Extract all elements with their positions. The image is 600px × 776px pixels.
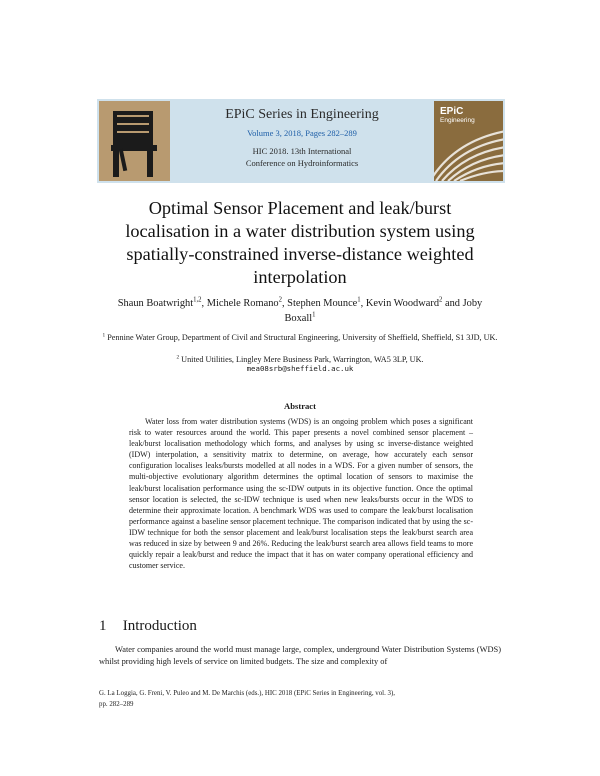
- affiliation-text: Pennine Water Group, Department of Civil and Structural Engineering, University of Sheffield, Sheffield, S1 3JD, UK.: [107, 333, 498, 342]
- abstract-text: Water loss from water distribution systems (WDS) is an ongoing problem which poses a significant risk to water resources around the world. This paper presents a novel combined sensor placement – leak/burst localisation methodology which forms, and analyses by using sc inverse-distance weighted (IDW) interpolation, a sensitivity matrix to determine, on average, how accurately each sensor configuration localises leaks/bursts modelled at all nodes in a WDS. For a given number of sensors, the multi-objective evolutionary algorithm determines the optimal location of sensors to maximise the leak/burst localisation performance using the sc-IDW outputs in its objective function. Once the optimal sensor location is selected, the sc-IDW technique is used when new leaks/bursts occur in the WDS to determine their approximate location. A benchmark WDS was used to compare the leak/burst localisation performance against a baseline sensor placement technique. The comparison indicated that by using the sc-IDW technique for both the sensor placement and leak/burst localisation steps the leak/burst search area was reduced in size by between 9 and 26%. Reducing the leak/burst search area allows field teams to more quickly repair a leak/burst and reduce the impact that it has on water company operational efficiency and customer service.: [129, 417, 473, 571]
- author-affiliation-mark: 1,2: [193, 296, 202, 304]
- author-affiliation-mark: 1: [312, 311, 316, 319]
- author-name: Joby Boxall: [284, 298, 483, 324]
- epic-cover-label: [440, 107, 475, 124]
- affiliation-mark: 2: [176, 354, 180, 361]
- paper-title: [80, 197, 520, 289]
- epic-cover-subtitle: Engineering: [440, 116, 475, 124]
- conference-name: [172, 145, 432, 169]
- affiliation-mark: 1: [102, 332, 106, 339]
- author-name: Michele Romano: [206, 298, 279, 309]
- citation-line-1: G. La Loggia, G. Freni, V. Puleo and M. De Marchis (eds.), HIC 2018 (EPiC Series in Engineering, vol. 3),: [99, 690, 395, 697]
- section-number: 1: [99, 618, 107, 634]
- author-affiliation-mark: 2: [278, 296, 282, 304]
- author-name: Kevin Woodward: [365, 298, 440, 309]
- author-affiliation-mark: 2: [439, 296, 443, 304]
- section-title: Introduction: [122, 618, 197, 634]
- citation-footer: [99, 688, 519, 710]
- easychair-chair-logo-icon: [99, 101, 170, 181]
- section-heading: [99, 618, 197, 635]
- author-name: Stephen Mounce: [287, 298, 358, 309]
- paper-title-line: interpolation: [253, 267, 347, 287]
- affiliation-text: United Utilities, Lingley Mere Business Park, Warrington, WA5 3LP, UK.: [181, 355, 424, 364]
- author-affiliation-mark: 1: [357, 296, 361, 304]
- epic-engineering-cover-icon: [434, 101, 503, 181]
- contact-email[interactable]: mea08srb@sheffield.ac.uk: [246, 364, 354, 373]
- paper-title-line: spatially-constrained inverse-distance weighted: [126, 244, 474, 264]
- volume-pages-link[interactable]: Volume 3, 2018, Pages 282–289: [247, 128, 357, 138]
- series-title: EPiC Series in Engineering: [225, 107, 379, 122]
- conference-line-2: Conference on Hydroinformatics: [245, 158, 359, 168]
- author-name: Shaun Boatwright: [117, 298, 194, 309]
- epic-cover-title: EPiC: [440, 106, 464, 117]
- paper-title-line: Optimal Sensor Placement and leak/burst: [148, 198, 452, 218]
- citation-line-2: pp. 282–289: [99, 701, 134, 708]
- paper-title-line: localisation in a water distribution system using: [125, 221, 475, 241]
- conference-line-1: HIC 2018. 13th International: [252, 146, 352, 156]
- abstract-heading: Abstract: [284, 401, 316, 411]
- affiliation-1: [100, 332, 500, 343]
- intro-paragraph: Water companies around the world must manage large, complex, underground Water Distribution Systems (WDS) whilst providing high levels of service on limited budgets. The size and complexity of: [99, 645, 501, 666]
- author-list: Shaun Boatwright$^{1,2}$, Michele Romano$^2$, Stephen Mounce$^1$, Kevin Woodward$^2$ and Joby Boxall$^1$: [117, 296, 483, 324]
